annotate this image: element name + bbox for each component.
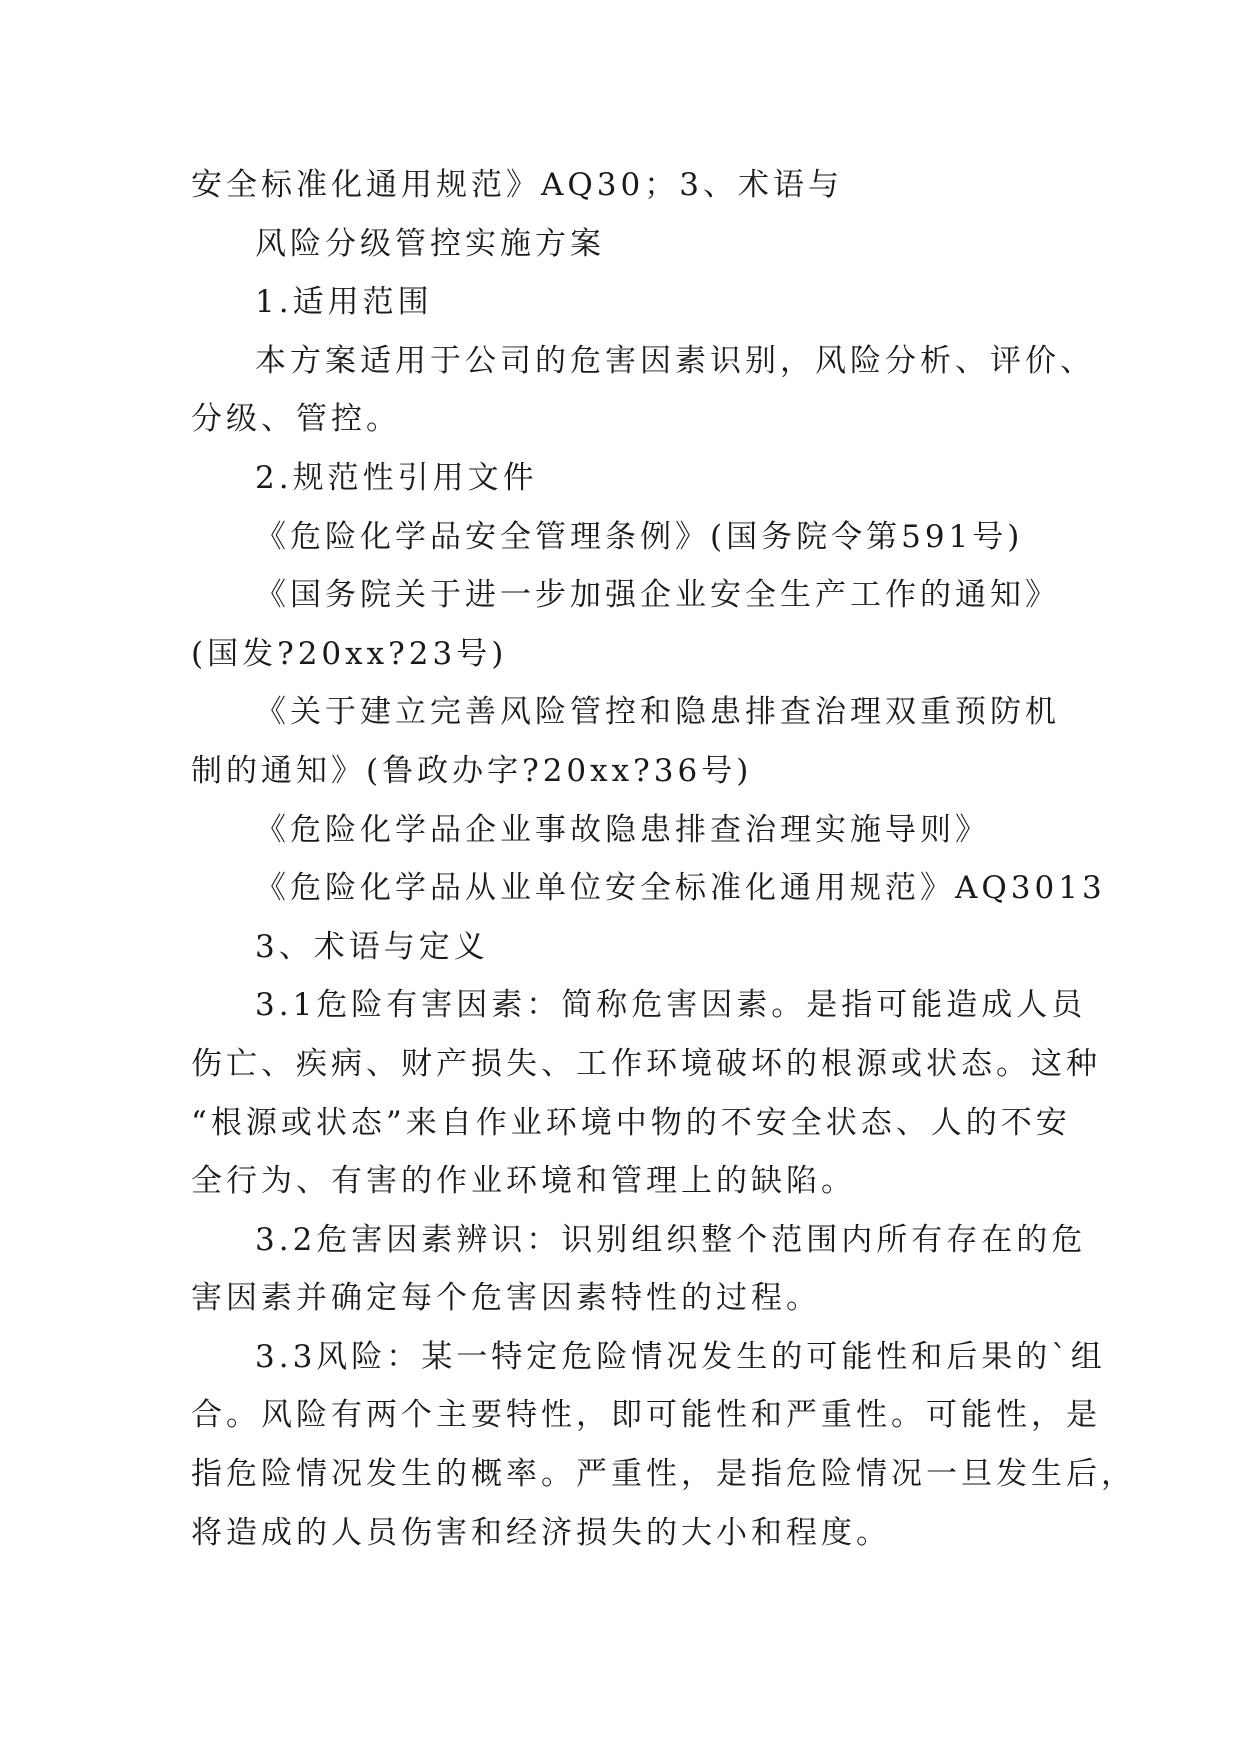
heading-references: 2.规范性引用文件	[255, 459, 538, 496]
text-line: 安全标准化通用规范》AQ30；3、术语与	[191, 167, 843, 203]
text-line: 3.3风险：某一特定危险情况发生的可能性和后果的`组	[255, 1338, 1106, 1375]
text-line: 3.2危害因素辨识：识别组织整个范围内所有存在的危	[255, 1221, 1087, 1258]
document-body	[191, 156, 1136, 1562]
reference-line: (国发?20xx?23号)	[191, 635, 508, 672]
text-line: 分级、管控。	[191, 401, 401, 438]
text-line: 本方案适用于公司的危害因素识别，风险分析、评价、	[255, 342, 1095, 379]
reference-line: 制的通知》(鲁政办字?20xx?36号)	[191, 752, 753, 789]
reference-line: 《危险化学品从业单位安全标准化通用规范》AQ3013	[255, 870, 1106, 907]
text-line: 将造成的人员伤害和经济损失的大小和程度。	[191, 1514, 891, 1551]
text-line: 3.1危险有害因素：简称危害因素。是指可能造成人员	[255, 987, 1087, 1024]
text-line: 合。风险有两个主要特性，即可能性和严重性。可能性，是	[191, 1397, 1101, 1434]
reference-line: 《关于建立完善风险管控和隐患排查治理双重预防机	[255, 694, 1060, 731]
reference-line: 《危险化学品安全管理条例》(国务院令第591号)	[255, 518, 1024, 555]
text-line: 伤亡、疾病、财产损失、工作环境破坏的根源或状态。这种	[191, 1045, 1101, 1082]
heading-scope: 1.适用范围	[255, 284, 433, 321]
section-title: 风险分级管控实施方案	[255, 225, 605, 262]
reference-line: 《危险化学品企业事故隐患排查治理实施导则》	[255, 811, 990, 848]
heading-terms: 3、术语与定义	[255, 928, 489, 965]
text-line: 全行为、有害的作业环境和管理上的缺陷。	[191, 1163, 856, 1200]
text-line: 指危险情况发生的概率。严重性，是指危险情况一旦发生后，	[191, 1456, 1136, 1493]
reference-line: 《国务院关于进一步加强企业安全生产工作的通知》	[255, 577, 1060, 614]
text-line: “根源或状态”来自作业环境中物的不安全状态、人的不安	[191, 1104, 1071, 1141]
text-line: 害因素并确定每个危害因素特性的过程。	[191, 1280, 821, 1317]
